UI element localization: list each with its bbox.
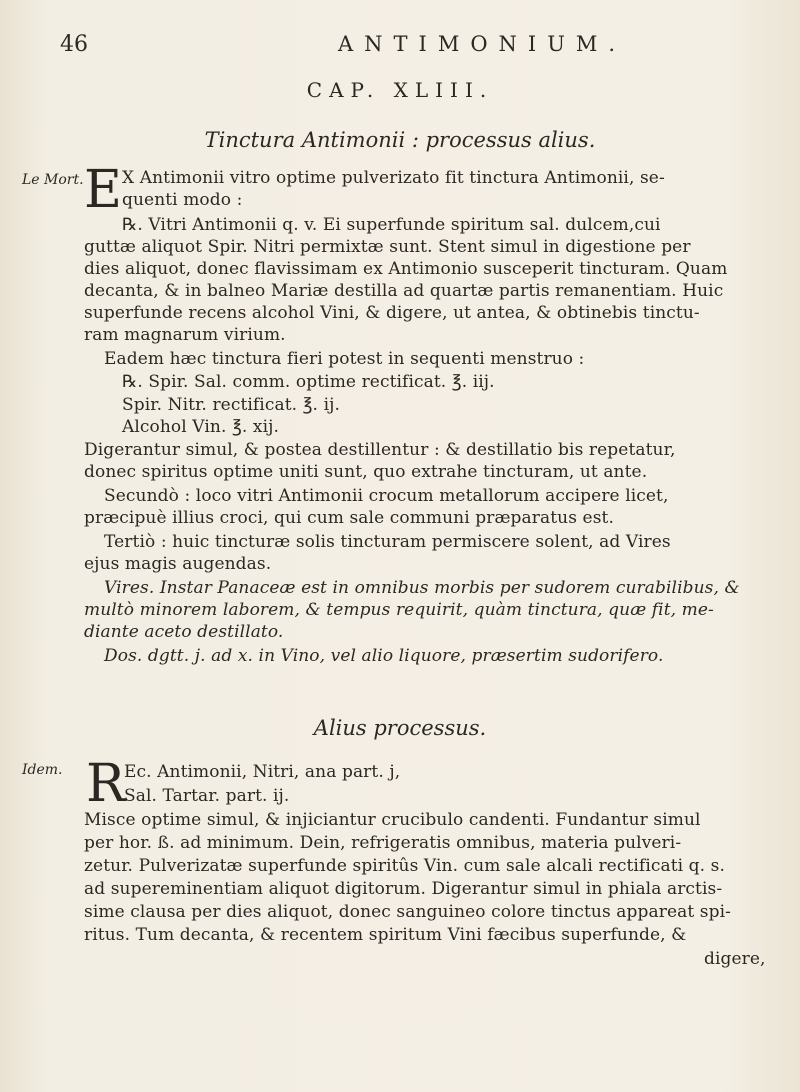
text-line: Sal. Tartar. part. ij. (124, 786, 290, 806)
text-line: Secundò : loco vitri Antimonii crocum metallorum accipere licet, (104, 486, 669, 506)
text-line: ritus. Tum decanta, & recentem spiritum Vini fæcibus superfunde, & (84, 925, 687, 945)
text-line: ad supereminentiam aliquot digitorum. Digerantur simul in phiala arctis- (84, 879, 723, 899)
text-line: guttæ aliquot Spir. Nitri permixtæ sunt. Stent simul in digestione per (84, 237, 691, 257)
chapter-title: CAP. XLIII. (306, 78, 494, 102)
text-line: diante aceto destillato. (84, 622, 284, 642)
text-line: quenti modo : (122, 190, 243, 210)
drop-cap-r: R (86, 754, 126, 814)
text-line: ram magnarum virium. (84, 325, 286, 345)
text-line: dies aliquot, donec flavissimam ex Antimonio susceperit tincturam. Quam (84, 259, 728, 279)
text-line: per hor. ß. ad minimum. Dein, refrigeratis omnibus, materia pulveri- (84, 833, 682, 853)
text-line: superfunde recens alcohol Vini, & digere, ut antea, & obtinebis tinctu- (84, 303, 700, 323)
chapter-subtitle: Tinctura Antimonii : processus alius. (204, 128, 596, 152)
text-line: donec spiritus optime uniti sunt, quo extrahe tincturam, ut ante. (84, 462, 648, 482)
text-line: Spir. Nitr. rectificat. ℥. ij. (122, 395, 340, 415)
text-line: Digerantur simul, & postea destillentur : & destillatio bis repetatur, (84, 440, 676, 460)
text-line: Eadem hæc tinctura fieri potest in sequenti menstruo : (104, 349, 585, 369)
text-line: Vires. Instar Panaceæ est in omnibus morbis per sudorem curabilibus, & (104, 578, 740, 598)
running-head (60, 32, 740, 62)
drop-cap-e: E (84, 160, 122, 220)
catchword: digere, (704, 949, 766, 969)
text-line: decanta, & in balneo Mariæ destilla ad quartæ partis remanentiam. Huic (84, 281, 724, 301)
section-heading: Alius processus. (313, 716, 487, 740)
text-line: ejus magis augendas. (84, 554, 272, 574)
page-number: 46 (60, 32, 88, 57)
text-line: Dos. dgtt. j. ad x. in Vino, vel alio liquore, præsertim sudorifero. (104, 646, 664, 666)
text-line: Misce optime simul, & injiciantur crucibulo candenti. Fundantur simul (84, 810, 701, 830)
text-line: zetur. Pulverizatæ superfunde spiritûs Vin. cum sale alcali rectificati q. s. (84, 856, 725, 876)
text-line: Ec. Antimonii, Nitri, ana part. j, (124, 762, 401, 782)
text-line: ℞. Vitri Antimonii q. v. Ei superfunde spiritum sal. dulcem,cui (122, 215, 661, 235)
text-line: ℞. Spir. Sal. comm. optime rectificat. ℥. iij. (122, 372, 495, 392)
margin-note-author: Le Mort. (22, 172, 84, 188)
running-title: ANTIMONIUM. (338, 32, 627, 56)
text-line: multò minorem laborem, & tempus requirit, quàm tinctura, quæ fit, me- (84, 600, 714, 620)
margin-note-idem: Idem. (22, 762, 63, 778)
text-line: Tertiò : huic tincturæ solis tincturam permiscere solent, ad Vires (104, 532, 671, 552)
text-line: Alcohol Vin. ℥. xij. (122, 417, 279, 437)
text-line: sime clausa per dies aliquot, donec sanguineo colore tinctus appareat spi- (84, 902, 731, 922)
text-line: X Antimonii vitro optime pulverizato fit tinctura Antimonii, se- (122, 168, 665, 188)
text-line: præcipuè illius croci, qui cum sale communi præparatus est. (84, 508, 614, 528)
